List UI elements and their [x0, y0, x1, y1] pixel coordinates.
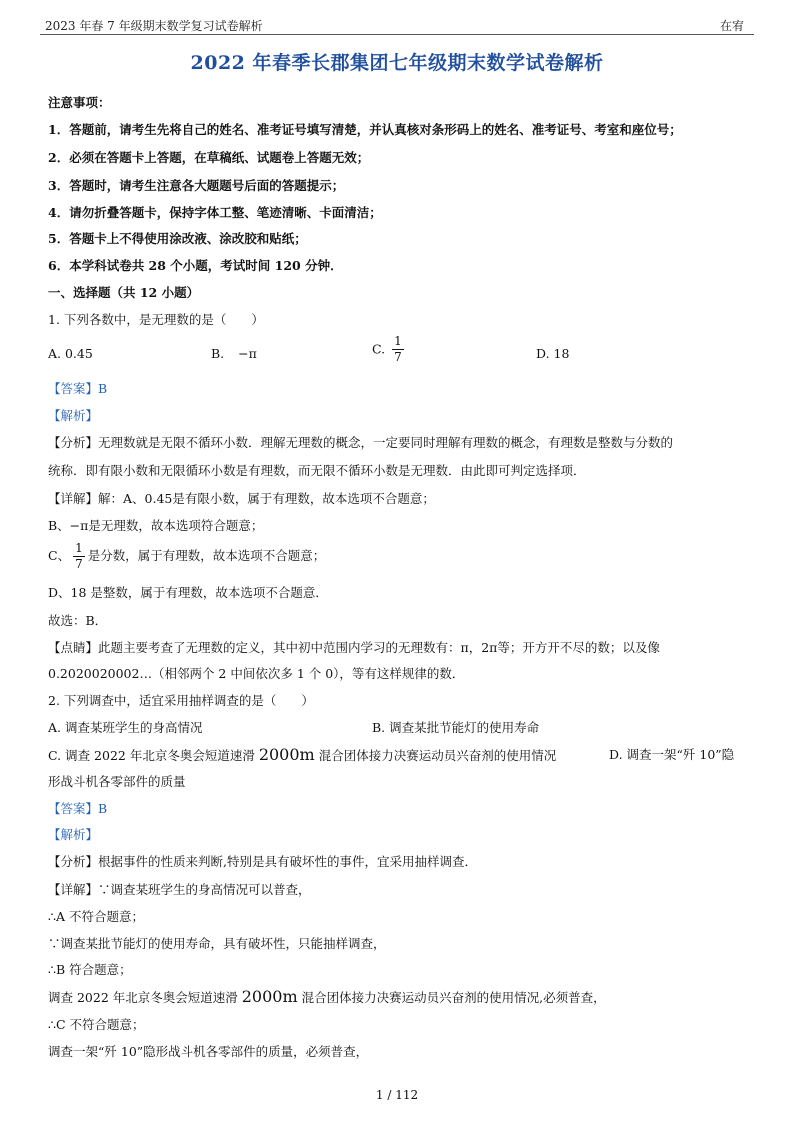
page-title: 2022 年春季长郡集团七年级期末数学试卷解析: [190, 52, 604, 74]
q2-stem: 2. 下列调查中，适宜采用抽样调查的是（ ）: [48, 693, 314, 708]
q1-option-d: D. 18: [536, 346, 570, 361]
q1-detail-fraction: [73, 541, 85, 572]
q2-detail-line-2: ∴A 不符合题意；: [48, 909, 144, 924]
header-author: 在宥: [719, 19, 744, 33]
q1-option-b-value: −π: [238, 346, 257, 361]
q1-detail-c-prefix: C、: [48, 548, 71, 563]
q2-analysis-label: 【解析】: [48, 827, 99, 842]
q2-fenxi: 【分析】根据事件的性质来判断,特别是具有破坏性的事件，宜采用抽样调查．: [48, 854, 477, 869]
notice-item-1: 1．答题前，请考生先将自己的姓名、准考证号填写清楚，并认真核对条形码上的姓名、准考证号、考室和座位号；: [48, 122, 682, 137]
q2-answer: 【答案】B: [48, 801, 108, 816]
q2-option-c-quantity: 2000m: [258, 745, 315, 764]
q1-detail-line-4: D、18 是整数，属于有理数，故本选项不合题意．: [48, 585, 328, 600]
q1-detail-line-1: 【详解】解：A、0.45是有限小数，属于有理数，故本选项不合题意；: [48, 491, 435, 506]
page-header: [40, 14, 754, 35]
notice-item-6: 6．本学科试卷共 28 个小题，考试时间 120 分钟．: [48, 258, 343, 273]
q1-option-c-fraction: [392, 334, 404, 365]
q1-detail-line-2: B、−π是无理数，故本选项符合题意；: [48, 518, 264, 533]
q2-detail-line-6: ∴C 不符合题意；: [48, 1017, 145, 1032]
q2-option-d: D. 调查一架“歼 10”隐: [609, 747, 735, 762]
q1-choice: 故选：B．: [48, 613, 108, 628]
q2-detail-line-3: ∵调查某批节能灯的使用寿命，具有破坏性，只能抽样调查，: [48, 936, 386, 951]
q1-analysis-label: 【解析】: [48, 408, 99, 423]
notice-item-2: 2．必须在答题卡上答题，在草稿纸、试题卷上答题无效；: [48, 150, 370, 165]
fraction-numerator: 1: [75, 541, 83, 555]
q2-detail-line-7: 调查一架“歼 10”隐形战斗机各零部件的质量，必须普查，: [48, 1044, 369, 1059]
q2-detail-line-1: 【详解】∵调查某班学生的身高情况可以普查，: [48, 882, 311, 897]
q1-option-c: [372, 334, 407, 365]
q1-detail-c-suffix: 是分数，属于有理数，故本选项不合题意；: [87, 548, 326, 563]
q2-detail-5-text-2: 混合团体接力决赛运动员兴奋剂的使用情况,必须普查，: [301, 990, 606, 1005]
q1-dianjing-line-1: 【点睛】此题主要考查了无理数的定义，其中初中范围内学习的无理数有：π，2π等；开方开不尽的数；以及像: [48, 640, 660, 655]
q2-option-c: [48, 746, 556, 765]
page-number: 1 / 112: [375, 1088, 419, 1102]
fraction-denominator: 7: [394, 350, 402, 364]
q2-option-a: A. 调查某班学生的身高情况: [48, 720, 203, 735]
q1-fenxi-line-1: 【分析】无理数就是无限不循环小数．理解无理数的概念，一定要同时理解有理数的概念，有理数是整数与分数的: [48, 435, 674, 450]
section-heading: 一、选择题（共 12 小题）: [48, 285, 200, 300]
notice-item-5: 5．答题卡上不得使用涂改液、涂改胶和贴纸；: [48, 231, 307, 246]
notice-item-3: 3．答题时，请考生注意各大题题号后面的答题提示；: [48, 178, 345, 193]
q1-answer: 【答案】B: [48, 381, 108, 396]
notice-item-4: 4．请勿折叠答题卡，保持字体工整、笔迹清晰、卡面清洁；: [48, 205, 382, 220]
q2-option-d-continued: 形战斗机各零部件的质量: [48, 774, 186, 789]
q2-option-c-text-1: C. 调查 2022 年北京冬奥会短道速滑: [48, 748, 255, 763]
q1-option-a: A. 0.45: [48, 346, 93, 361]
q2-option-c-text-2: 混合团体接力决赛运动员兴奋剂的使用情况: [318, 748, 557, 763]
notice-heading: 注意事项：: [48, 95, 111, 110]
q1-detail-line-3: [48, 538, 325, 574]
fraction-numerator: 1: [394, 334, 402, 348]
q2-detail-5-quantity: 2000m: [241, 987, 298, 1006]
q1-option-b: [211, 345, 257, 363]
q2-detail-line-4: ∴B 符合题意；: [48, 962, 132, 977]
fraction-denominator: 7: [75, 557, 83, 571]
q2-option-b: B. 调查某批节能灯的使用寿命: [372, 720, 540, 735]
q1-dianjing-line-2: 0.2020020002…（相邻两个 2 中间依次多 1 个 0），等有这样规律的数．: [48, 666, 465, 681]
q1-stem: 1. 下列各数中，是无理数的是（ ）: [48, 312, 264, 327]
q1-fenxi-line-2: 统称．即有限小数和无限循环小数是有理数，而无限不循环小数是无理数．由此即可判定选择项．: [48, 463, 586, 478]
q2-detail-5-text-1: 调查 2022 年北京冬奥会短道速滑: [48, 990, 238, 1005]
q1-option-c-label: C.: [372, 341, 386, 357]
header-doc-title: 2023 年春 7 年级期末数学复习试卷解析: [45, 19, 263, 33]
q1-option-b-label: B.: [211, 346, 225, 361]
q2-detail-line-5: [48, 988, 606, 1007]
